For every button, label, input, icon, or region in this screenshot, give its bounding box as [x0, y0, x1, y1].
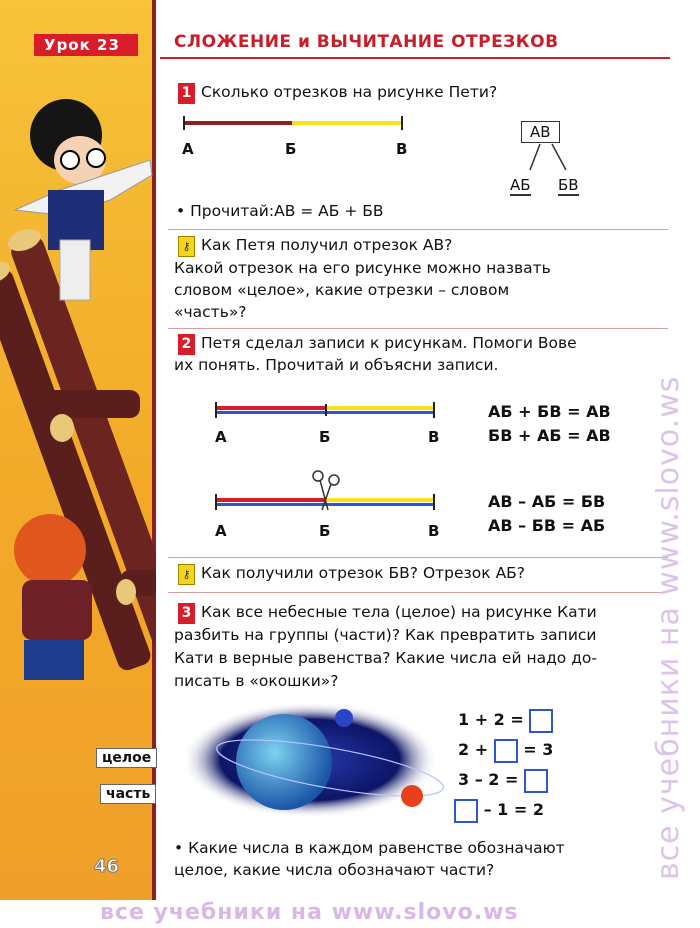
task-number-badge: 2: [178, 334, 195, 355]
section-divider: [168, 557, 668, 558]
lesson-tag: Урок 23: [34, 34, 138, 56]
tree-top-box: АВ: [521, 121, 560, 143]
task-number-badge: 1: [178, 83, 195, 104]
fig1-point-a: А: [215, 428, 227, 446]
equation: АВ – АБ = БВ: [488, 492, 606, 511]
hint1-line1: [178, 235, 452, 257]
task1-question-text: Сколько отрезков на рисунке Пети?: [201, 83, 498, 101]
hint1-line2: Какой отрезок на его рисунке можно назвать: [174, 259, 551, 277]
segment-bv: [292, 121, 402, 125]
hint2-text: Как получили отрезок БВ? Отрезок АБ?: [201, 564, 526, 582]
tree-right-label: БВ: [558, 176, 579, 194]
task-number-badge: 3: [178, 603, 195, 624]
point-b-label: Б: [285, 140, 297, 158]
task1-question: [178, 82, 497, 104]
answer-box[interactable]: [529, 709, 553, 733]
hint2-line1: [178, 563, 525, 585]
point-v-label: В: [396, 140, 408, 158]
equation-with-box: [458, 768, 548, 793]
equation-text: = 3: [523, 740, 554, 759]
equation-text: 2 +: [458, 740, 489, 759]
bottom-watermark: все учебники на www.slovo.ws: [100, 900, 519, 925]
word-whole-card: целое: [96, 748, 157, 768]
answer-box[interactable]: [454, 799, 478, 823]
equation-with-box: [458, 738, 553, 763]
key-icon: ⚷: [178, 236, 195, 257]
fig1-point-b: Б: [319, 428, 331, 446]
fig2-point-b: Б: [319, 522, 331, 540]
word-part-card: часть: [100, 784, 156, 804]
equation-with-box: [458, 708, 553, 733]
boys-climbing-logs-illustration: [0, 60, 156, 700]
task3-question-line2: целое, какие числа обозначают части?: [174, 861, 495, 879]
equation-with-box: [454, 798, 544, 823]
vertical-watermark: [628, 140, 700, 900]
key-icon: ⚷: [178, 564, 195, 585]
equation-text: – 1 = 2: [483, 800, 544, 819]
task3-line1: [178, 602, 597, 624]
point-a-label: А: [182, 140, 194, 158]
task1-read: • Прочитай:АВ = АБ + БВ: [176, 202, 384, 220]
equation: БВ + АБ = АВ: [488, 426, 611, 445]
task2-line2: их понять. Прочитай и объясни записи.: [174, 356, 499, 374]
equation: АБ + БВ = АВ: [488, 402, 611, 421]
task3-question-line1: • Какие числа в каждом равенстве обозначают: [174, 839, 565, 857]
task2-figure2-with-scissors: [212, 468, 442, 512]
answer-box[interactable]: [494, 739, 518, 763]
fig2-point-v: В: [428, 522, 440, 540]
task2-line1: [178, 333, 577, 355]
task3-line2: разбить на группы (части)? Как превратить записи: [174, 626, 597, 644]
fig2-point-a: А: [215, 522, 227, 540]
section-divider: [168, 229, 668, 230]
task1-segment-figure: [180, 116, 410, 130]
task2-figure1: [212, 402, 442, 420]
task3-line4: писать в «окошки»?: [174, 672, 339, 690]
equation-text: 1 + 2 =: [458, 710, 524, 729]
hint1-line4: «часть»?: [174, 303, 247, 321]
section-divider: [168, 592, 668, 593]
equation-text: 3 – 2 =: [458, 770, 519, 789]
section-divider: [168, 328, 668, 329]
title-rule: [160, 57, 670, 59]
task2-text: Петя сделал записи к рисункам. Помоги Вове: [201, 334, 577, 352]
tree-branches: [510, 142, 580, 172]
vertical-watermark-text: все учебники на www.slovo.ws: [651, 375, 686, 880]
answer-box[interactable]: [524, 769, 548, 793]
planets-illustration: [180, 700, 450, 820]
fig1-point-v: В: [428, 428, 440, 446]
task3-line3: Кати в верные равенства? Какие числа ей надо до-: [174, 649, 597, 667]
segment-ab: [184, 121, 292, 125]
hint1-text: Как Петя получил отрезок АВ?: [201, 236, 453, 254]
tree-left-label: АБ: [510, 176, 531, 194]
hint1-line3: словом «целое», какие отрезки – словом: [174, 281, 510, 299]
page-title: СЛОЖЕНИЕ и ВЫЧИТАНИЕ ОТРЕЗКОВ: [174, 32, 559, 52]
task3-text: Как все небесные тела (целое) на рисунке Кати: [201, 603, 597, 621]
page-number: 46: [94, 856, 120, 877]
equation: АВ – БВ = АБ: [488, 516, 606, 535]
